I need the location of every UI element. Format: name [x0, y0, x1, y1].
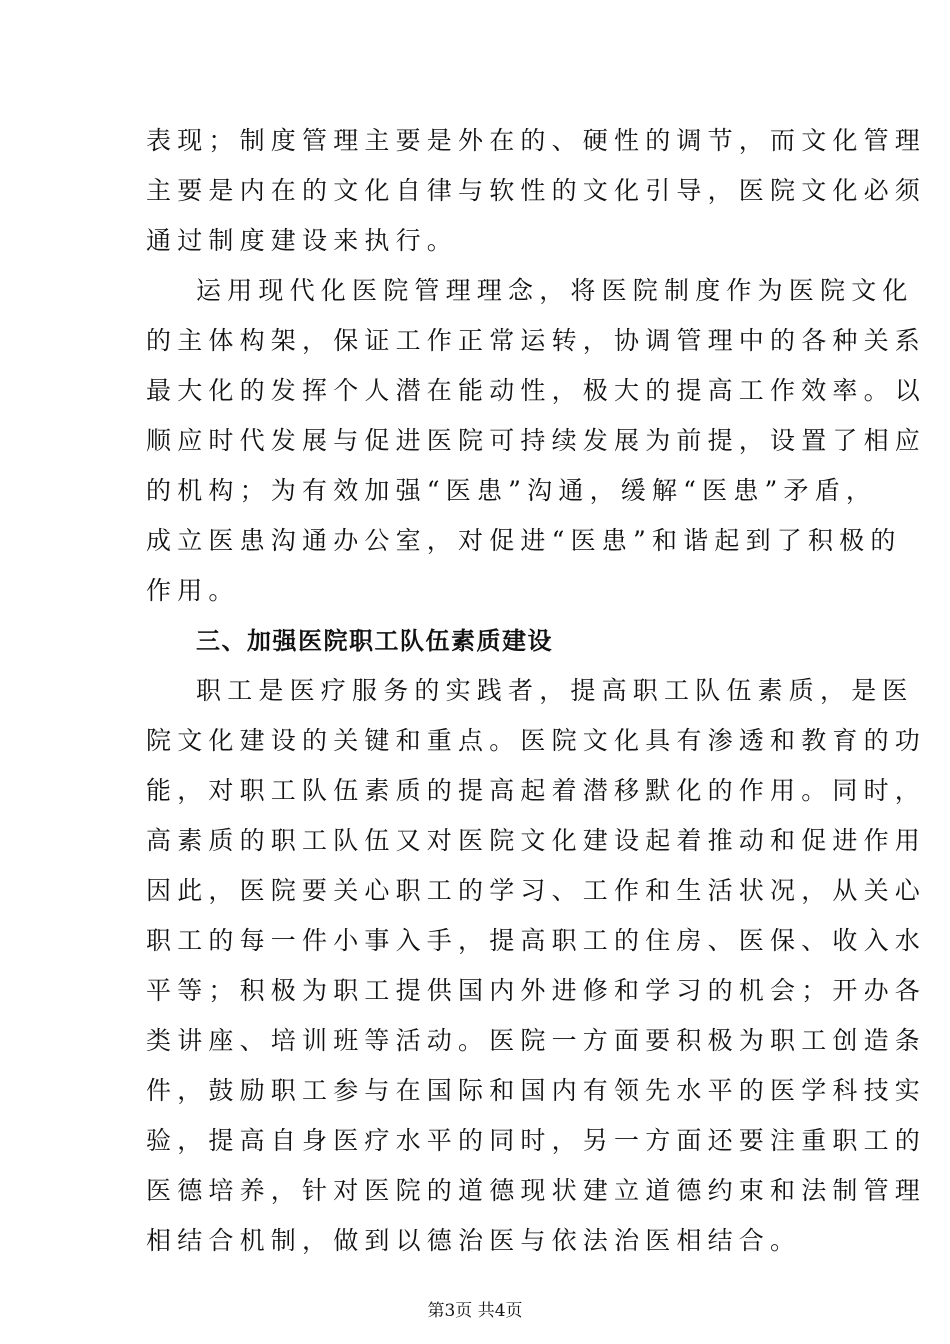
paragraph-3-line-12: 相结合机制，做到以德治医与依法治医相结合。 [146, 1226, 802, 1255]
paragraph-2-line-2: 的主体构架，保证工作正常运转，协调管理中的各种关系 [146, 326, 927, 355]
paragraph-3-line-8: 类讲座、培训班等活动。医院一方面要积极为职工创造条 [146, 1026, 927, 1055]
paragraph-2-line-5: 的机构；为有效加强“医患”沟通，缓解“医患”矛盾， [146, 476, 878, 505]
paragraph-2-line-1: 运用现代化医院管理理念，将医院制度作为医院文化 [196, 276, 914, 305]
paragraph-3-line-4: 高素质的职工队伍又对医院文化建设起着推动和促进作用 [146, 826, 927, 855]
paragraph-3-line-5: 因此，医院要关心职工的学习、工作和生活状况，从关心 [146, 876, 927, 905]
paragraph-3-line-9: 件，鼓励职工参与在国际和国内有领先水平的医学科技实 [146, 1076, 927, 1105]
paragraph-3-line-10: 验，提高自身医疗水平的同时，另一方面还要注重职工的 [146, 1126, 927, 1155]
paragraph-3-line-1: 职工是医疗服务的实践者，提高职工队伍素质，是医 [196, 676, 914, 705]
paragraph-3-line-2: 院文化建设的关键和重点。医院文化具有渗透和教育的功 [146, 726, 927, 755]
paragraph-2-line-7: 作用。 [146, 576, 240, 605]
paragraph-3-line-7: 平等；积极为职工提供国内外进修和学习的机会；开办各 [146, 976, 927, 1005]
paragraph-1-line-3: 通过制度建设来执行。 [146, 226, 459, 255]
paragraph-3-line-6: 职工的每一件小事入手，提高职工的住房、医保、收入水 [146, 926, 927, 955]
paragraph-2-line-3: 最大化的发挥个人潜在能动性，极大的提高工作效率。以 [146, 376, 927, 405]
paragraph-1-line-2: 主要是内在的文化自律与软性的文化引导，医院文化必须 [146, 176, 927, 205]
page-number-footer: 第3页 共4页 [427, 1301, 523, 1321]
paragraph-3-line-3: 能，对职工队伍素质的提高起着潜移默化的作用。同时， [146, 776, 927, 805]
paragraph-2-line-6: 成立医患沟通办公室，对促进“医患”和谐起到了积极的 [146, 526, 902, 555]
paragraph-2-line-4: 顺应时代发展与促进医院可持续发展为前提，设置了相应 [146, 426, 927, 455]
paragraph-3-line-11: 医德培养，针对医院的道德现状建立道德约束和法制管理 [146, 1176, 927, 1205]
section-heading: 三、加强医院职工队伍素质建设 [196, 627, 553, 655]
paragraph-1-line-1: 表现；制度管理主要是外在的、硬性的调节，而文化管理 [146, 126, 927, 155]
